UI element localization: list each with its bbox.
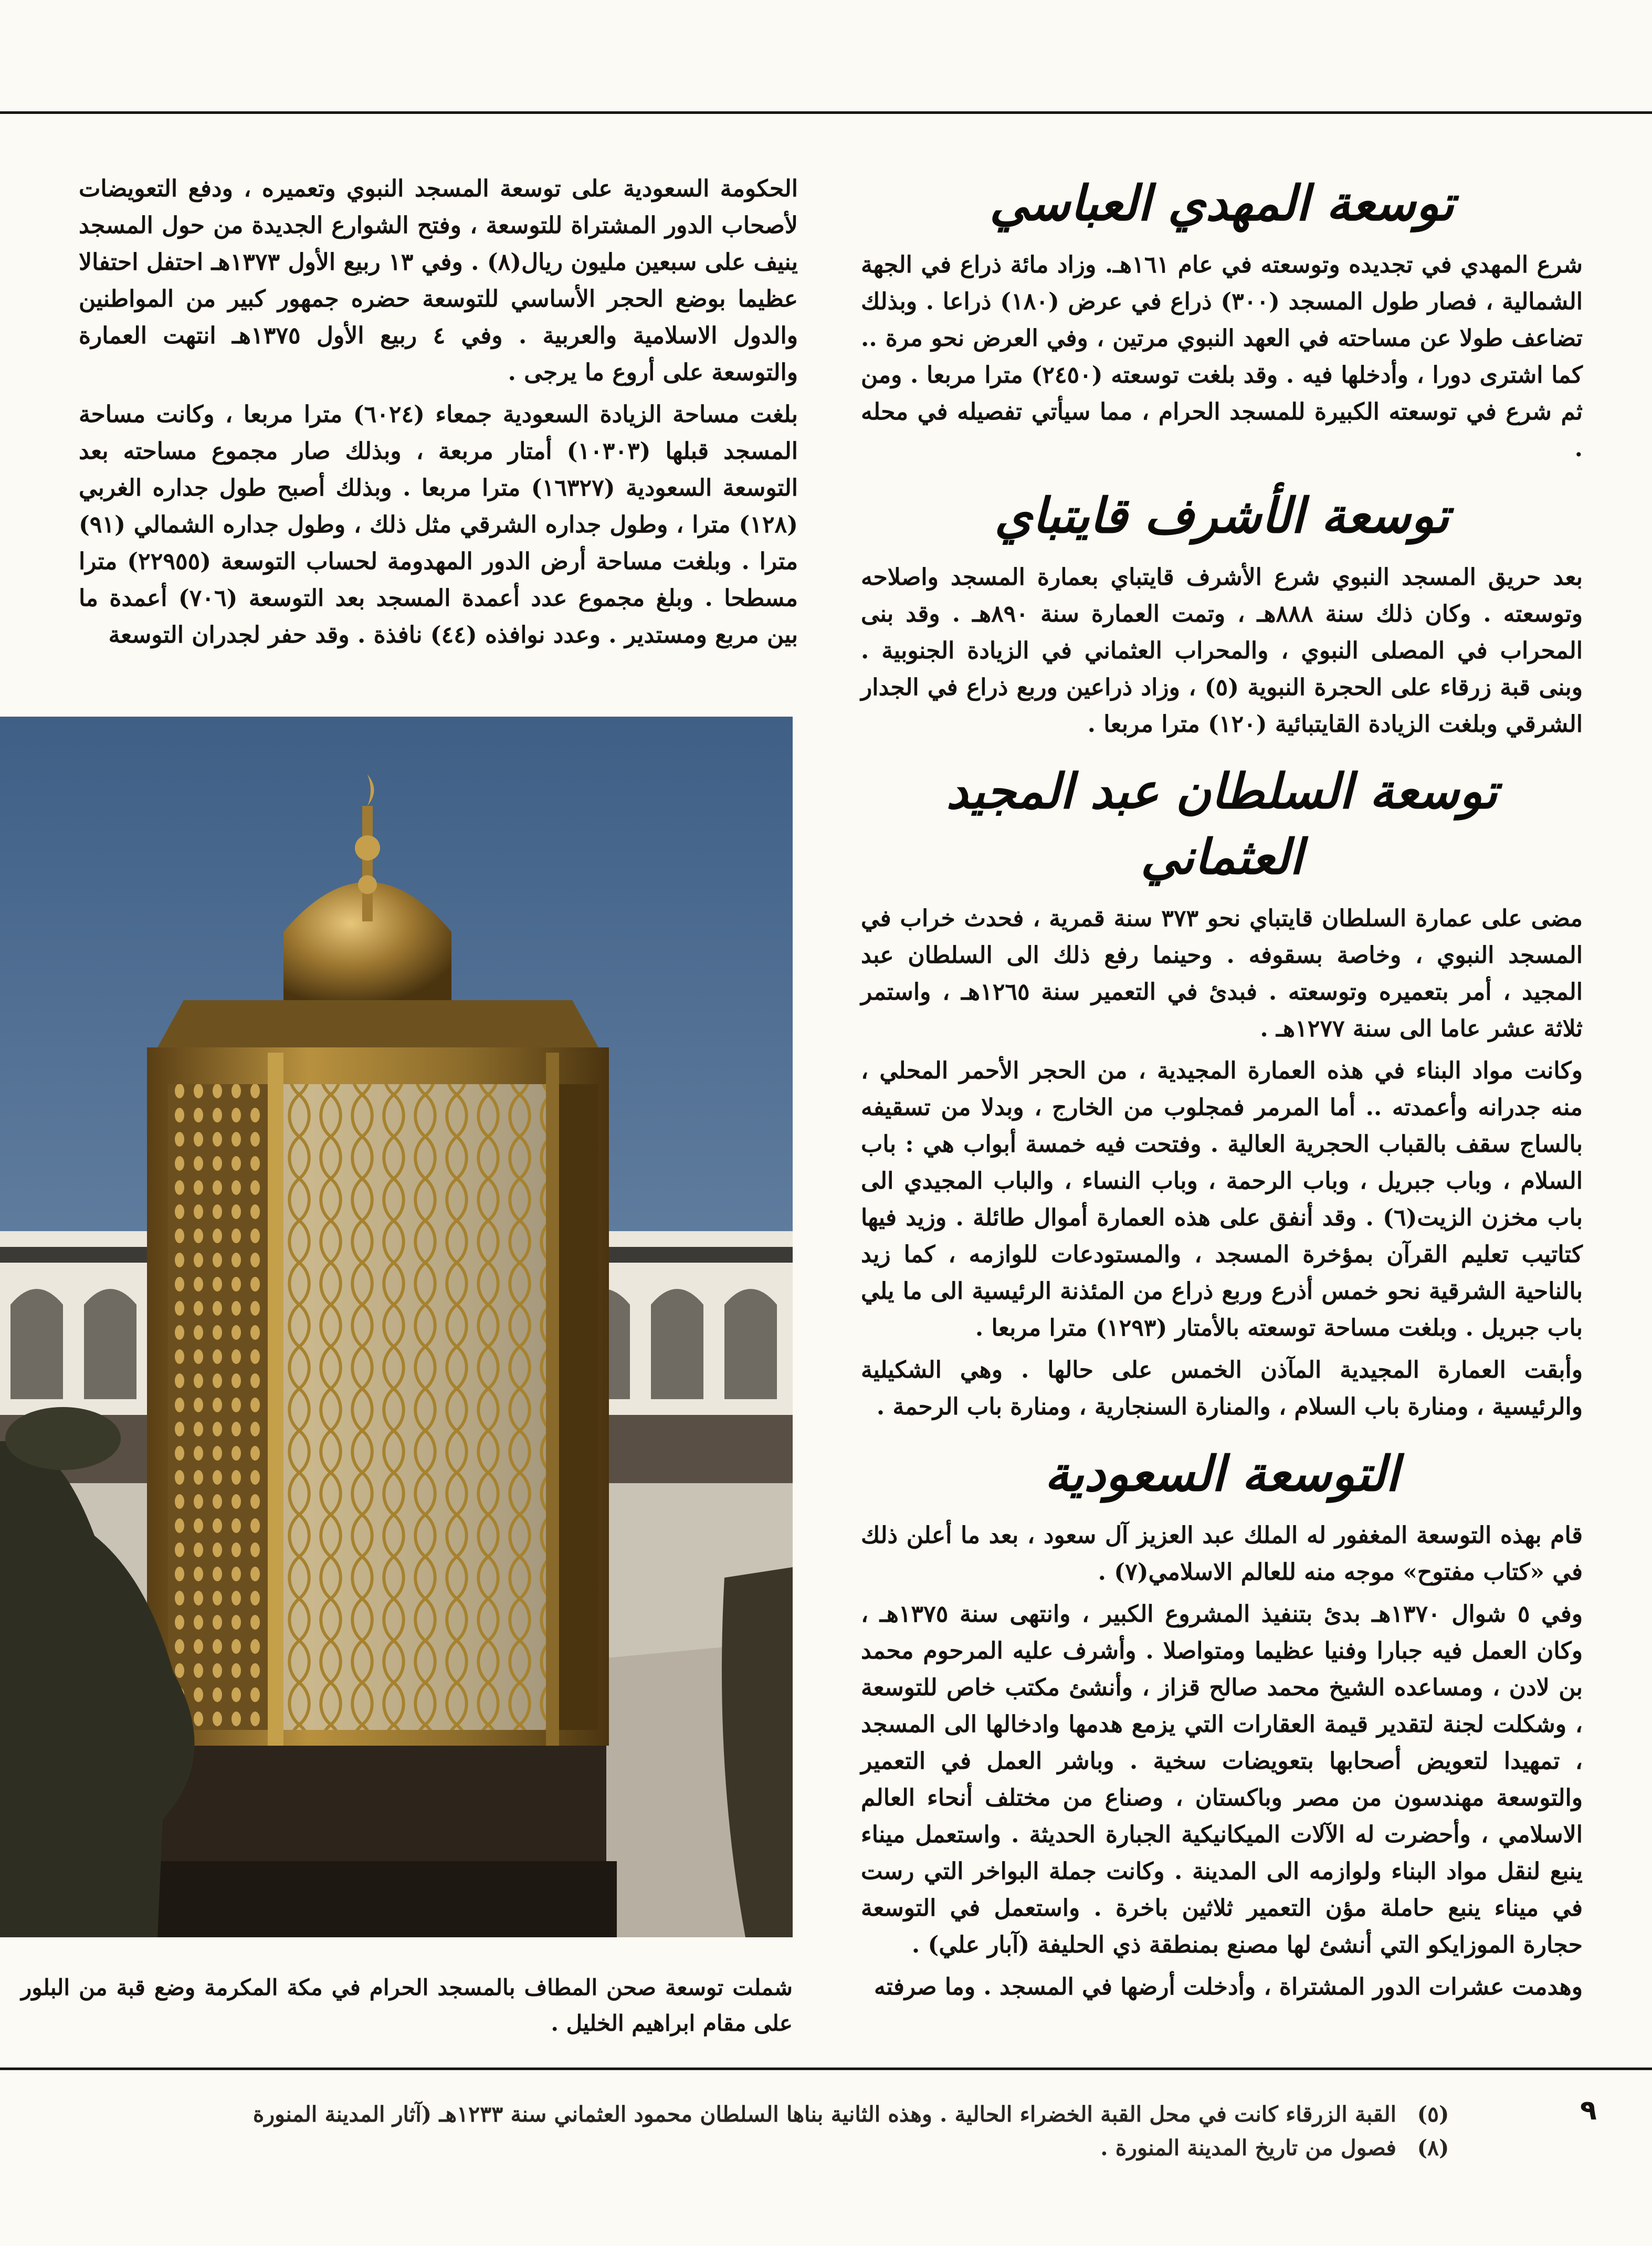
section-abdulmajid — [861, 759, 1583, 1425]
heading-saudi: التوسعة السعودية — [1044, 1445, 1400, 1502]
paragraph: شرع المهدي في تجديده وتوسعته في عام ١٦١هـ. وزاد مائة ذراع في الجهة الشمالية ، فصار طول المسجد (٣٠٠) ذراع في عرض (١٨٠) ذراعا . وبذلك تضاعف طولا عن مساحته في العهد النبوي مرتين ، وفي العرض نحو مرة .. كما اشترى دورا ، وأدخلها فيه . وقد بلغت توسعته (٢٤٥٠) مترا مربعا . ومن ثم شرع في توسعته الكبيرة للمسجد الحرام ، مما سيأتي تفصيله في محله . — [861, 251, 1583, 462]
paragraph: وأبقت العمارة المجيدية المآذن الخمس على حالها . وهي الشكيلية والرئيسية ، ومنارة باب السلام ، والمنارة السنجارية ، ومنارة باب الرحمة . — [861, 1357, 1583, 1420]
paragraph: قام بهذه التوسعة المغفور له الملك عبد العزيز آل سعود ، بعد ما أعلن ذلك في «كتاب مفتوح» موجه منه للعالم الاسلامي(٧) . — [861, 1522, 1583, 1586]
paragraph: وكانت مواد البناء في هذه العمارة المجيدية ، من الحجر الأحمر المحلي ، منه جدرانه وأعمدته .. أما المرمر فمجلوب من الخارج ، وبدلا من تسقيفه بالساج سقف بالقباب الحجرية العالية . وفتحت فيه خمسة أبواب هي : باب السلام ، وباب جبريل ، وباب الرحمة ، وباب النساء ، والباب المجيدي الى باب مخزن الزيت(٦) . وقد أنفق على هذه العمارة أموال طائلة . وزيد فيها كتاتيب تعليم القرآن بمؤخرة المسجد ، والمستودعات للوازمه ، كما زيد بالناحية الشرقية نحو خمس أذرع وربع ذراع من المئذنة الرئيسية الى ما يلي باب جبريل . وبلغت مساحة توسعته بالأمتار (١٢٩٣) مترا مربعا . — [861, 1057, 1583, 1341]
page-number: ٩ — [1580, 2095, 1597, 2126]
footnote-number: (٥) — [1417, 2102, 1449, 2127]
photo-caption: شملت توسعة صحن المطاف بالمسجد الحرام في مكة المكرمة وضع قبة من البلور على مقام ابراهيم الخليل . — [21, 1975, 793, 2036]
paragraph: وهدمت عشرات الدور المشتراة ، وأدخلت أرضها في المسجد . وما صرفته — [874, 1974, 1583, 2000]
section-saudi — [861, 1441, 1583, 2006]
heading-abdulmajid: توسعة السلطان عبد المجيد العثماني — [946, 763, 1498, 885]
heading-mahdi: توسعة المهدي العباسي — [989, 175, 1454, 232]
paragraph: بعد حريق المسجد النبوي شرع الأشرف قايتباي بعمارة المسجد واصلاحه وتوسعته . وكان ذلك سنة ٨٨٨هـ ، وتمت العمارة سنة ٨٩٠هـ . وقد بنى المحراب في المصلى النبوي ، والمحراب العثماني في الزيادة الجنوبية . وبنى قبة زرقاء على الحجرة النبوية (٥) ، وزاد ذراعين وربع ذراع في الجدار الشرقي وبلغت الزيادة القايتبائية (١٢٠) مترا مربعا . — [861, 564, 1583, 738]
paragraph: مضى على عمارة السلطان قايتباي نحو ٣٧٣ سنة قمرية ، فحدث خراب في المسجد النبوي ، وخاصة بسقوفه . وحينما رفع ذلك الى السلطان عبد المجيد ، أمر بتعميره وتوسعته . فبدئ في التعمير سنة ١٢٦٥هـ ، واستمر ثلاثة عشر عاما الى سنة ١٢٧٧هـ . — [861, 905, 1583, 1042]
footnote-number: (٨) — [1417, 2135, 1449, 2160]
footnote — [0, 2131, 1470, 2165]
bottom-rule — [0, 2067, 1652, 2070]
left-column — [79, 171, 798, 659]
paragraph: بلغت مساحة الزيادة السعودية جمعاء (٦٠٢٤) مترا مربعا ، وكانت مساحة المسجد قبلها (١٠٣٠٣) أمتار مربعة ، وبذلك صار مجموع مساحته بعد التوسعة السعودية (١٦٣٢٧) مترا مربعا . وبذلك أصبح طول جداره الغربي (١٢٨) مترا ، وطول جداره الشرقي مثل ذلك ، وطول جداره الشمالي (٩١) مترا . وبلغت مساحة أرض الدور المهدومة لحساب التوسعة (٢٢٩٥٥) مترا مسطحا . وبلغ مجموع عدد أعمدة المسجد بعد التوسعة (٧٠٦) أعمدة ما بين مربع ومستدير . وعدد نوافذه (٤٤) نافذة . وقد حفر لجدران التوسعة — [79, 401, 798, 648]
right-column — [861, 171, 1583, 2011]
maqam-ibrahim-photo — [0, 717, 793, 1937]
paragraph: وفي ٥ شوال ١٣٧٠هـ بدئ بتنفيذ المشروع الكبير ، وانتهى سنة ١٣٧٥هـ ، وكان العمل فيه جبارا وفنيا عظيما ومتواصلا . وأشرف عليه المرحوم محمد بن لادن ، ومساعده الشيخ محمد صالح قزاز ، وأنشئ مكتب خاص للتوسعة ، وشكلت لجنة لتقدير قيمة العقارات التي يزمع هدمها وادخالها الى المسجد ، تمهيدا لتعويض أصحابها بتعويضات سخية . وباشر العمل في التعمير والتوسعة مهندسون من مصر وباكستان ، وصناع من مختلف أنحاء العالم الاسلامي ، وأحضرت له الآلات الميكانيكية الجبارة الحديثة . واستعمل ميناء ينبع لنقل مواد البناء ولوازمه الى المدينة . وكانت جملة البواخر التي رست في ميناء ينبع حاملة مؤن التعمير ثلاثين باخرة . واستعمل في التوسعة حجارة الموزايكو التي أنشئ لها مصنع بمنطقة ذي الحليفة (آبار علي) . — [861, 1601, 1583, 1958]
heading-qaitbay: توسعة الأشرف قايتباي — [994, 487, 1449, 544]
section-mahdi — [861, 171, 1583, 467]
top-rule — [0, 111, 1652, 114]
footnote-text: القبة الزرقاء كانت في محل القبة الخضراء الحالية . وهذه الثانية بناها السلطان محمود العثماني سنة ١٢٣٣هـ (آثار المدينة المنورة — [252, 2102, 1396, 2127]
section-qaitbay — [861, 483, 1583, 743]
footnote-text: فصول من تاريخ المدينة المنورة . — [1100, 2135, 1396, 2160]
paragraph: الحكومة السعودية على توسعة المسجد النبوي وتعميره ، ودفع التعويضات لأصحاب الدور المشتراة للتوسعة ، وفتح الشوارع الجديدة من حول المسجد ينيف على سبعين مليون ريال(٨) . وفي ١٣ ربيع الأول ١٣٧٣هـ احتفل احتفالا عظيما بوضع الحجر الأساسي للتوسعة حضره جمهور كبير من المواطنين والدول الاسلامية والعربية . وفي ٤ ربيع الأول ١٣٧٥هـ انتهت العمارة والتوسعة على أروع ما يرجى . — [79, 175, 798, 386]
footnotes — [0, 2097, 1470, 2165]
footnote — [0, 2097, 1470, 2131]
photo-illustration — [0, 717, 793, 1937]
